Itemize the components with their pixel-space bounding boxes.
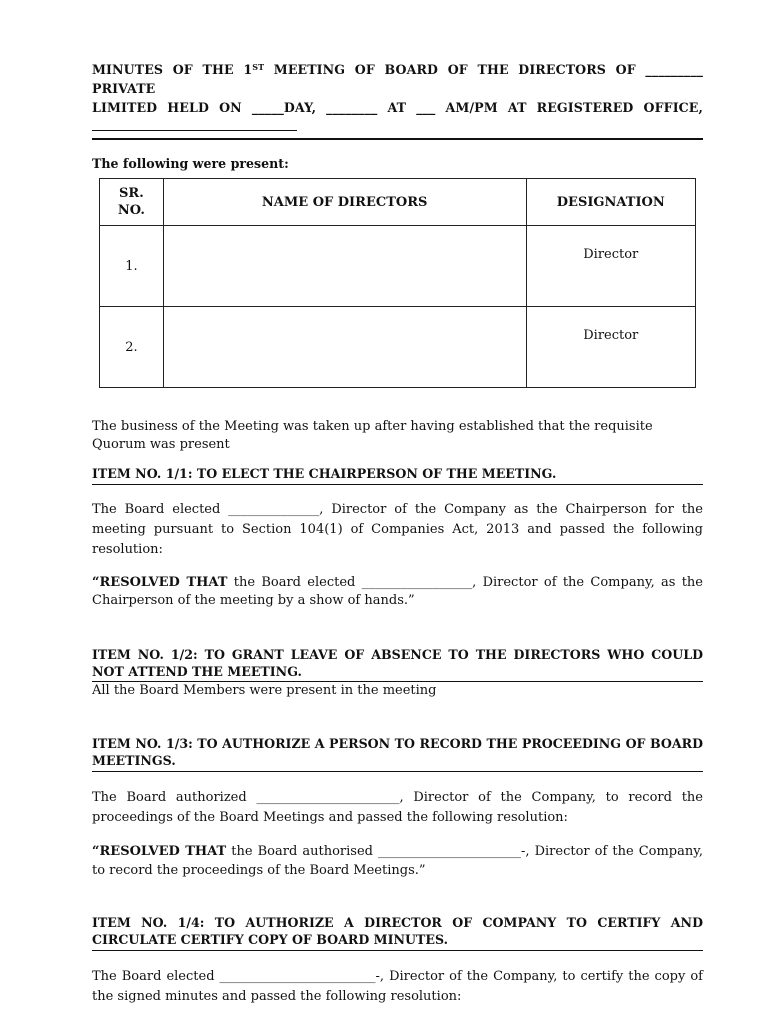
row-designation: Director bbox=[526, 226, 695, 307]
row-director-name bbox=[163, 307, 526, 388]
office-address-blank bbox=[92, 124, 297, 131]
resolved-that-label: “RESOLVED THAT bbox=[92, 575, 228, 590]
header-sr-no: SR. NO. bbox=[100, 179, 164, 226]
item-1-1-rule bbox=[92, 484, 703, 485]
item-1-3-resolution-text: the Board authorised ______________________-, Director of the Company, to record the proceedings of the Board Meetings.” bbox=[92, 844, 703, 878]
item-1-2-body: All the Board Members were present in the meeting bbox=[92, 683, 437, 698]
header-designation: DESIGNATION bbox=[526, 179, 695, 226]
table-row bbox=[100, 307, 696, 388]
row-sr: 1. bbox=[100, 226, 164, 307]
row-designation: Director bbox=[526, 307, 695, 388]
directors-table bbox=[99, 178, 696, 388]
item-1-4-title: ITEM NO. 1/4: TO AUTHORIZE A DIRECTOR OF COMPANY TO CERTIFY AND CIRCULATE CERTIFY COPY OF BOARD MINUTES. bbox=[92, 915, 703, 947]
item-1-3-rule bbox=[92, 771, 703, 772]
header-name-of-directors: NAME OF DIRECTORS bbox=[163, 179, 526, 226]
document-heading-line2: LIMITED HELD ON _____DAY, ________ AT ___ AM/PM AT REGISTERED OFFICE, bbox=[92, 100, 703, 115]
item-1-4-rule bbox=[92, 950, 703, 951]
item-1-3-resolution bbox=[92, 842, 703, 880]
heading-line1-pre: MINUTES OF THE 1 bbox=[92, 62, 253, 77]
resolved-that-label: “RESOLVED THAT bbox=[92, 844, 227, 859]
present-label: The following were present: bbox=[92, 156, 289, 171]
heading-line1-post: MEETING OF BOARD OF THE DIRECTORS OF _________ PRIVATE bbox=[92, 62, 703, 96]
document-heading-blank bbox=[92, 117, 703, 136]
item-1-2-title: ITEM NO. 1/2: TO GRANT LEAVE OF ABSENCE TO THE DIRECTORS WHO COULD NOT ATTEND THE MEETING. bbox=[92, 647, 703, 679]
heading-rule bbox=[92, 138, 703, 140]
item-1-1-resolution bbox=[92, 574, 703, 610]
row-director-name bbox=[163, 226, 526, 307]
item-1-1-resolution-text: the Board elected _________________, Director of the Company, as the Chairperson of the meeting by a show of hands.” bbox=[92, 575, 703, 608]
heading-superscript: ST bbox=[252, 62, 265, 72]
item-1-1-title: ITEM NO. 1/1: TO ELECT THE CHAIRPERSON OF THE MEETING. bbox=[92, 466, 557, 481]
table-header-row bbox=[100, 179, 696, 226]
item-1-1-body: The Board elected ______________, Director of the Company as the Chairperson for the meeting pursuant to Section 104(1) of Companies Act, 2013 and passed the following resolution: bbox=[92, 502, 703, 557]
document-heading bbox=[92, 60, 703, 98]
item-1-4-body: The Board elected ________________________-, Director of the Company, to certify the copy of the signed minutes and passed the following resolution: bbox=[92, 969, 703, 1004]
quorum-text: The business of the Meeting was taken up after having established that the requisite Quorum was present bbox=[92, 419, 653, 452]
table-row bbox=[100, 226, 696, 307]
item-1-3-body: The Board authorized ______________________, Director of the Company, to record the proceedings of the Board Meetings and passed the following resolution: bbox=[92, 790, 703, 825]
item-1-3-title: ITEM NO. 1/3: TO AUTHORIZE A PERSON TO RECORD THE PROCEEDING OF BOARD MEETINGS. bbox=[92, 736, 703, 768]
row-sr: 2. bbox=[100, 307, 164, 388]
minutes-document bbox=[92, 60, 703, 1007]
